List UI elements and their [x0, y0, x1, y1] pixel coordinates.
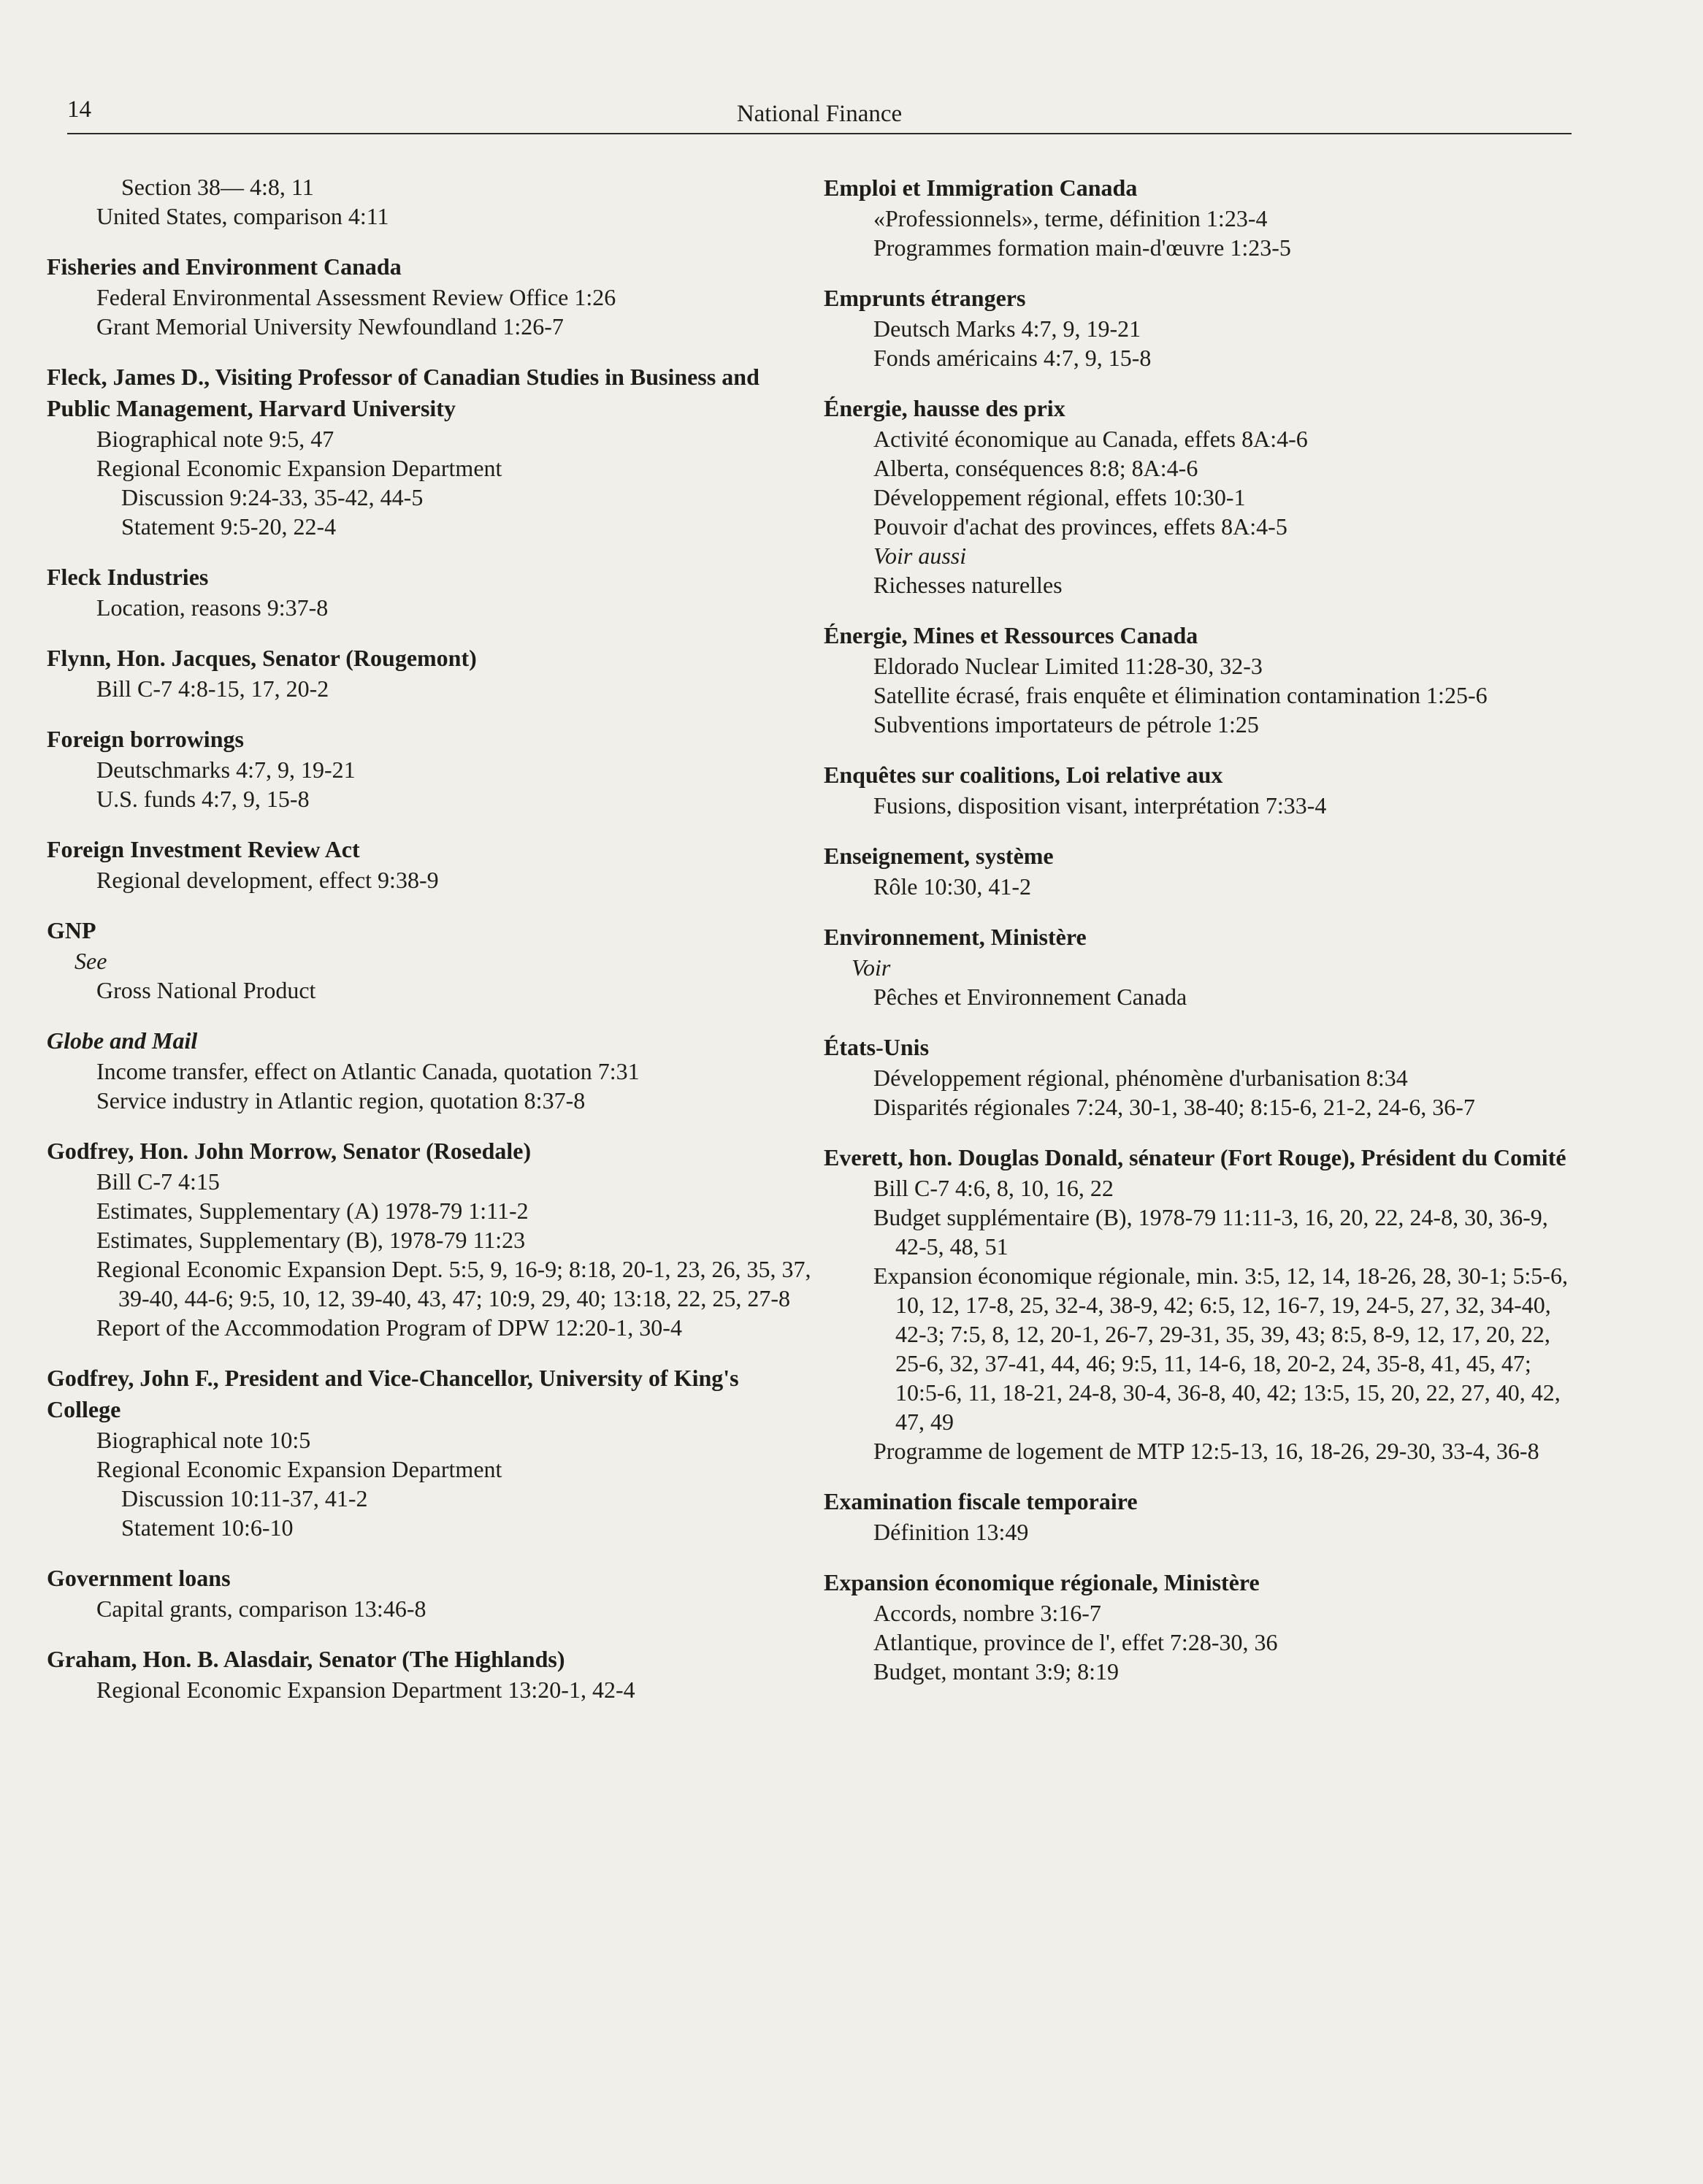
subentry: Satellite écrasé, frais enquête et élimination contamination 1:25-6	[873, 682, 1488, 708]
cross-reference: Voir	[852, 954, 891, 981]
entry-heading: Globe and Mail	[47, 1027, 198, 1054]
subentry: Biographical note 9:5, 47	[96, 426, 334, 452]
subentry: U.S. funds 4:7, 9, 15-8	[96, 786, 310, 812]
subentry: Report of the Accommodation Program of DPW 12:20-1, 30-4	[96, 1314, 682, 1341]
subentry: Disparités régionales 7:24, 30-1, 38-40; 8:15-6, 21-2, 24-6, 36-7	[873, 1094, 1475, 1120]
index-entry	[824, 1142, 1579, 1465]
subentry: Deutsch Marks 4:7, 9, 19-21	[873, 315, 1141, 342]
entry-heading: Government loans	[47, 1565, 231, 1591]
subentry: Service industry in Atlantic region, quotation 8:37-8	[96, 1087, 586, 1114]
subentry: Income transfer, effect on Atlantic Canada, quotation 7:31	[96, 1058, 640, 1084]
index-entry	[47, 724, 814, 813]
index-entry	[824, 759, 1579, 820]
index-entry	[47, 251, 814, 341]
right-column	[824, 172, 1579, 1706]
subentry: Biographical note 10:5	[96, 1427, 311, 1453]
subentry: Regional Economic Expansion Dept. 5:5, 9, 16-9; 8:18, 20-1, 23, 26, 35, 37, 39-40, 44-6; 9:5, 10, 12, 39-40, 43, 47; 10:9, 29, 40; 13:18, 22, 25, 27-8	[96, 1256, 811, 1311]
subentry: Accords, nombre 3:16-7	[873, 1600, 1101, 1626]
entry-heading: Foreign Investment Review Act	[47, 836, 360, 862]
entry-heading: Enseignement, système	[824, 843, 1054, 869]
index-entry	[47, 1563, 814, 1623]
page-header	[67, 96, 1572, 134]
entry-heading: États-Unis	[824, 1034, 930, 1060]
subentry: Grant Memorial University Newfoundland 1:26-7	[96, 313, 564, 340]
index-entry	[47, 915, 814, 1005]
subentry: Capital grants, comparison 13:46-8	[96, 1595, 426, 1622]
subentry: United States, comparison 4:11	[96, 203, 389, 229]
index-entry	[824, 922, 1579, 1011]
subentry: Activité économique au Canada, effets 8A:4-6	[873, 426, 1308, 452]
index-entry	[824, 1567, 1579, 1686]
running-title: National Finance	[736, 101, 903, 127]
entry-heading: Emprunts étrangers	[824, 285, 1026, 311]
entry-heading: GNP	[47, 917, 96, 943]
entry-heading: Emploi et Immigration Canada	[824, 175, 1138, 201]
entry-heading: Fleck Industries	[47, 564, 209, 590]
subentry: Fonds américains 4:7, 9, 15-8	[873, 345, 1152, 371]
subentry: Regional development, effect 9:38-9	[96, 867, 439, 893]
subentry: Regional Economic Expansion Department	[96, 1456, 502, 1482]
subentry: Richesses naturelles	[873, 572, 1063, 598]
entry-heading: Fisheries and Environment Canada	[47, 253, 402, 280]
subentry: Programmes formation main-d'œuvre 1:23-5	[873, 234, 1291, 261]
cross-reference: See	[74, 948, 107, 974]
subentry: Expansion économique régionale, min. 3:5, 12, 14, 18-26, 28, 30-1; 5:5-6, 10, 12, 17-8, 25, 32-4, 38-9, 42; 6:5, 12, 16-7, 19, 24-5, 27, 32, 34-40, 42-3; 7:5, 8, 12, 20-1, 26-7, 29-31, 35, 39, 43; 8:5, 8-9, 12, 17, 20, 22, 25-6, 32, 37-41, 44, 46; 9:5, 11, 14-6, 18, 20-2, 24, 35-8, 41, 45, 47; 10:5-6, 11, 18-21, 24-8, 30-4, 36-8, 40, 42; 13:5, 15, 20, 22, 27, 40, 42, 47, 49	[873, 1262, 1568, 1435]
index-entry	[824, 393, 1579, 599]
index-entry	[824, 1486, 1579, 1547]
index-entry	[47, 834, 814, 894]
entry-heading: Everett, hon. Douglas Donald, sénateur (Fort Rouge), Président du Comité	[824, 1144, 1566, 1170]
subentry: Gross National Product	[96, 977, 316, 1003]
subentry: Pêches et Environnement Canada	[873, 984, 1187, 1010]
subentry: Définition 13:49	[873, 1519, 1029, 1545]
entry-heading: Graham, Hon. B. Alasdair, Senator (The Highlands)	[47, 1646, 565, 1672]
subentry: Rôle 10:30, 41-2	[873, 873, 1031, 900]
subentry: Développement régional, phénomène d'urbanisation 8:34	[873, 1065, 1408, 1091]
entry-heading: Énergie, hausse des prix	[824, 395, 1065, 421]
subentry: Subventions importateurs de pétrole 1:25	[873, 711, 1259, 737]
entry-heading: Expansion économique régionale, Ministère	[824, 1569, 1260, 1595]
index-entry	[47, 1135, 814, 1342]
entry-heading: Enquêtes sur coalitions, Loi relative aux	[824, 762, 1223, 788]
subentry: Budget, montant 3:9; 8:19	[873, 1658, 1119, 1685]
page-number: 14	[67, 96, 91, 123]
subentry: Discussion 10:11-37, 41-2	[121, 1485, 368, 1511]
index-entry	[47, 1363, 814, 1542]
entry-heading: Environnement, Ministère	[824, 924, 1087, 950]
subentry: Atlantique, province de l', effet 7:28-30, 36	[873, 1629, 1278, 1655]
index-entry	[47, 172, 814, 231]
entry-heading: Godfrey, John F., President and Vice-Chancellor, University of King's College	[47, 1365, 739, 1422]
subentry: Budget supplémentaire (B), 1978-79 11:11-3, 16, 20, 22, 24-8, 30, 36-9, 42-5, 48, 51	[873, 1204, 1548, 1260]
index-entry	[824, 1032, 1579, 1122]
entry-heading: Examination fiscale temporaire	[824, 1488, 1138, 1514]
entry-heading: Énergie, Mines et Ressources Canada	[824, 622, 1198, 648]
subentry: Deutschmarks 4:7, 9, 19-21	[96, 756, 356, 783]
subentry: Statement 10:6-10	[121, 1514, 294, 1541]
subentry: Alberta, conséquences 8:8; 8A:4-6	[873, 455, 1198, 481]
index-entry	[47, 1644, 814, 1704]
subentry: Programme de logement de MTP 12:5-13, 16, 18-26, 29-30, 33-4, 36-8	[873, 1438, 1539, 1464]
index-entry	[824, 283, 1579, 372]
subentry: Location, reasons 9:37-8	[96, 594, 329, 621]
subentry: Statement 9:5-20, 22-4	[121, 513, 337, 540]
subentry: Regional Economic Expansion Department	[96, 455, 502, 481]
subentry: Section 38— 4:8, 11	[121, 174, 314, 200]
cross-reference: Voir aussi	[873, 543, 967, 569]
subentry: Federal Environmental Assessment Review Office 1:26	[96, 284, 616, 310]
index-entry	[47, 1025, 814, 1115]
subentry: Estimates, Supplementary (A) 1978-79 1:11-2	[96, 1198, 529, 1224]
entry-heading: Foreign borrowings	[47, 726, 244, 752]
subentry: Discussion 9:24-33, 35-42, 44-5	[121, 484, 424, 510]
index-entry	[47, 361, 814, 541]
subentry: Estimates, Supplementary (B), 1978-79 11:23	[96, 1227, 526, 1253]
entry-heading: Godfrey, Hon. John Morrow, Senator (Rosedale)	[47, 1138, 532, 1164]
index-entry	[824, 172, 1579, 262]
subentry: Fusions, disposition visant, interprétation 7:33-4	[873, 792, 1327, 819]
subentry: Bill C-7 4:15	[96, 1168, 220, 1195]
subentry: Regional Economic Expansion Department 13:20-1, 42-4	[96, 1677, 635, 1703]
entry-heading: Flynn, Hon. Jacques, Senator (Rougemont)	[47, 645, 477, 671]
index-entry	[824, 620, 1579, 739]
index-entry	[47, 643, 814, 703]
subentry: Bill C-7 4:8-15, 17, 20-2	[96, 675, 329, 702]
index-entry	[824, 840, 1579, 901]
subentry: «Professionnels», terme, définition 1:23-4	[873, 205, 1268, 231]
entry-heading: Fleck, James D., Visiting Professor of Canadian Studies in Business and Public Management, Harvard University	[47, 364, 759, 421]
index-entry	[47, 562, 814, 622]
subentry: Développement régional, effets 10:30-1	[873, 484, 1246, 510]
left-column	[47, 172, 814, 1725]
subentry: Eldorado Nuclear Limited 11:28-30, 32-3	[873, 653, 1263, 679]
subentry: Bill C-7 4:6, 8, 10, 16, 22	[873, 1175, 1114, 1201]
subentry: Pouvoir d'achat des provinces, effets 8A:4-5	[873, 513, 1287, 540]
